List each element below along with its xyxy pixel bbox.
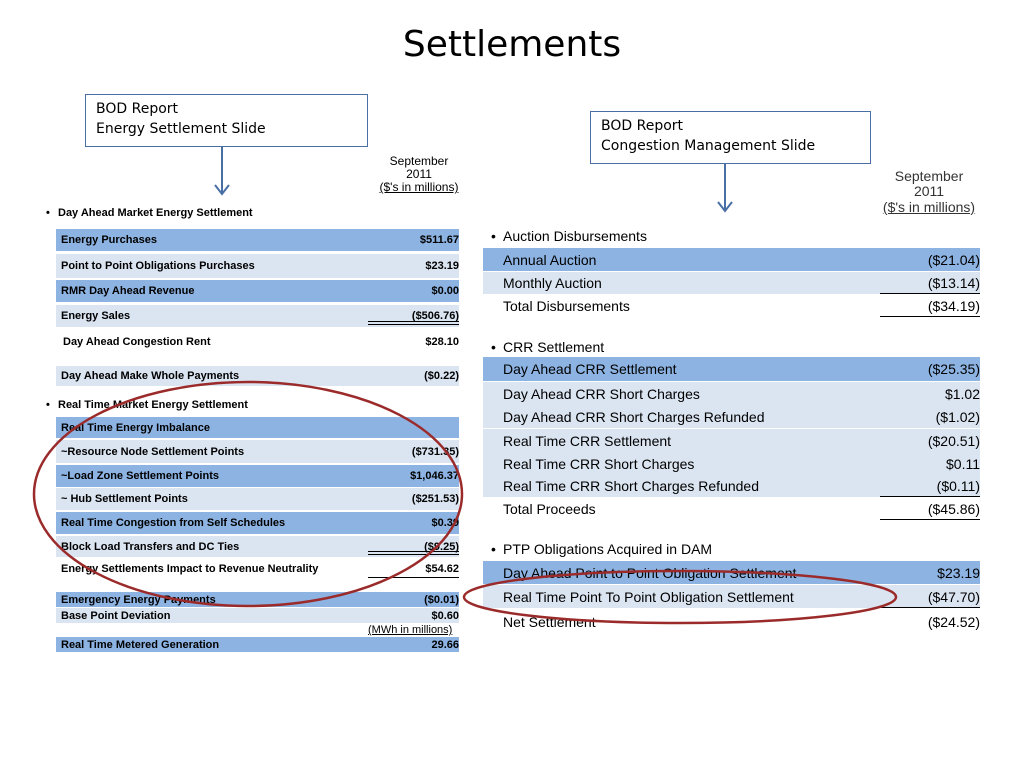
row-label: Block Load Transfers and DC Ties — [61, 540, 240, 553]
row-value: ($1.02) — [935, 408, 980, 425]
row-value: $0.39 — [431, 517, 459, 529]
section-title: • Real Time Market Energy Settlement — [46, 399, 248, 411]
row-label: Real Time Metered Generation — [61, 638, 220, 651]
row-label: ~ Hub Settlement Points — [61, 493, 188, 505]
header-year: 2011 — [913, 183, 945, 200]
row-value: 29.66 — [431, 638, 459, 651]
table-row — [483, 452, 980, 475]
row-value: $28.10 — [425, 336, 459, 348]
callout-congestion-management — [590, 111, 871, 164]
table-row — [483, 611, 980, 633]
subtotal-rule — [368, 324, 459, 325]
table-row — [483, 357, 980, 381]
table-row — [56, 417, 459, 438]
row-label: Energy Settlements Impact to Revenue Neutrality — [61, 563, 319, 575]
down-arrow-icon — [212, 147, 232, 197]
table-row — [483, 295, 980, 317]
row-label: Energy Sales — [61, 310, 131, 322]
row-label: Day Ahead Congestion Rent — [63, 336, 211, 348]
row-value: $1.02 — [944, 385, 980, 402]
row-value: ($20.51) — [927, 432, 980, 449]
row-label: Monthly Auction — [503, 275, 602, 291]
callout-line: BOD Report — [601, 118, 684, 134]
row-value: $0.11 — [946, 455, 980, 472]
table-row — [483, 585, 980, 608]
slide-title: Settlements — [402, 24, 622, 65]
row-label: Day Ahead Point to Point Obligation Settlement — [503, 564, 797, 581]
total-rule — [880, 316, 980, 317]
table-row — [56, 465, 459, 487]
row-label: Real Time CRR Short Charges — [503, 455, 695, 472]
section-title: • Auction Disbursements — [491, 228, 647, 244]
callout-line: Energy Settlement Slide — [96, 121, 266, 137]
total-rule — [368, 577, 459, 578]
row-label: RMR Day Ahead Revenue — [61, 285, 195, 297]
row-label: Total Proceeds — [503, 501, 596, 517]
row-label: Net Settlement — [503, 614, 596, 630]
header-units: ($'s in millions) — [882, 198, 976, 215]
table-row — [56, 637, 459, 652]
row-value: ($25.35) — [927, 361, 980, 377]
row-label: Annual Auction — [503, 251, 597, 268]
table-row — [483, 405, 980, 428]
row-label: Day Ahead Make Whole Payments — [61, 370, 240, 382]
table-row — [483, 272, 980, 294]
row-value: ($34.19) — [927, 298, 980, 314]
table-row — [483, 248, 980, 271]
row-value: ($13.14) — [927, 275, 980, 291]
callout-line: Congestion Management Slide — [601, 138, 816, 154]
row-label: Point to Point Obligations Purchases — [61, 260, 255, 272]
row-value: ($506.76) — [411, 310, 459, 322]
table-row — [56, 366, 459, 386]
table-row — [56, 488, 459, 510]
row-value: $23.19 — [425, 260, 459, 272]
row-label: Emergency Energy Payments — [61, 593, 216, 606]
row-value: ($21.04) — [927, 251, 980, 268]
table-row — [56, 280, 459, 302]
row-label: Real Time CRR Short Charges Refunded — [503, 478, 760, 494]
row-value: $23.19 — [937, 564, 980, 581]
row-value: $0.00 — [431, 285, 459, 297]
row-label: ~Resource Node Settlement Points — [61, 445, 245, 458]
row-label: Total Disbursements — [503, 298, 630, 314]
row-label: Real Time Congestion from Self Schedules — [61, 517, 286, 529]
callout-line: BOD Report — [96, 101, 179, 117]
row-value: $1,046.37 — [410, 470, 459, 482]
row-label: Real Time Energy Imbalance — [61, 421, 210, 434]
table-row — [56, 592, 459, 607]
row-value: ($0.01) — [424, 593, 459, 606]
row-value: ($0.11) — [936, 478, 980, 494]
row-label: Day Ahead CRR Short Charges — [503, 385, 700, 402]
down-arrow-icon — [715, 164, 735, 214]
row-value: ($47.70) — [927, 588, 980, 605]
header-units: ($'s in millions) — [379, 180, 459, 195]
row-label: Real Time Point To Point Obligation Settlement — [503, 588, 794, 605]
table-row — [483, 498, 980, 520]
row-label: ~Load Zone Settlement Points — [61, 470, 219, 482]
row-value: ($45.86) — [927, 501, 980, 517]
header-month: September — [389, 154, 449, 168]
row-label: Day Ahead CRR Short Charges Refunded — [503, 408, 765, 425]
table-row — [56, 330, 459, 354]
row-label: Day Ahead CRR Settlement — [503, 361, 677, 377]
table-row — [483, 429, 980, 452]
row-value: $0.60 — [431, 609, 459, 622]
section-title: • PTP Obligations Acquired in DAM — [491, 541, 713, 557]
row-label: Real Time CRR Settlement — [503, 432, 672, 449]
row-value: ($251.53) — [411, 493, 459, 505]
header-month: September — [894, 168, 964, 184]
subtotal-rule — [368, 554, 459, 555]
table-row — [56, 608, 459, 623]
table-row — [56, 229, 459, 251]
callout-energy-settlement — [85, 94, 368, 147]
subtotal-rule — [880, 496, 980, 497]
table-row — [483, 475, 980, 497]
section-title: • CRR Settlement — [491, 339, 605, 355]
row-label: Base Point Deviation — [61, 609, 171, 622]
row-value: $511.67 — [419, 234, 459, 246]
table-row — [56, 254, 459, 278]
right-period-header — [865, 169, 993, 215]
row-value: ($24.52) — [927, 614, 980, 630]
row-label: Energy Purchases — [61, 234, 157, 246]
table-row — [56, 559, 459, 579]
left-period-header — [364, 155, 474, 195]
row-value: ($731.35) — [411, 445, 459, 458]
subtotal-rule — [368, 551, 459, 552]
table-row — [56, 440, 459, 463]
total-rule — [880, 519, 980, 520]
table-row — [483, 382, 980, 405]
subtotal-rule — [880, 293, 980, 294]
row-value: $54.62 — [425, 563, 459, 575]
header-year: 2011 — [406, 167, 432, 182]
row-value: ($0.22) — [424, 370, 459, 382]
table-row — [56, 512, 459, 534]
row-value: ($9.25) — [424, 540, 459, 553]
subtotal-rule — [880, 607, 980, 608]
subtotal-rule — [368, 321, 459, 322]
section-title: • Day Ahead Market Energy Settlement — [46, 207, 253, 219]
mwh-units-note: (MWh in millions) — [368, 624, 453, 636]
table-row — [483, 561, 980, 584]
